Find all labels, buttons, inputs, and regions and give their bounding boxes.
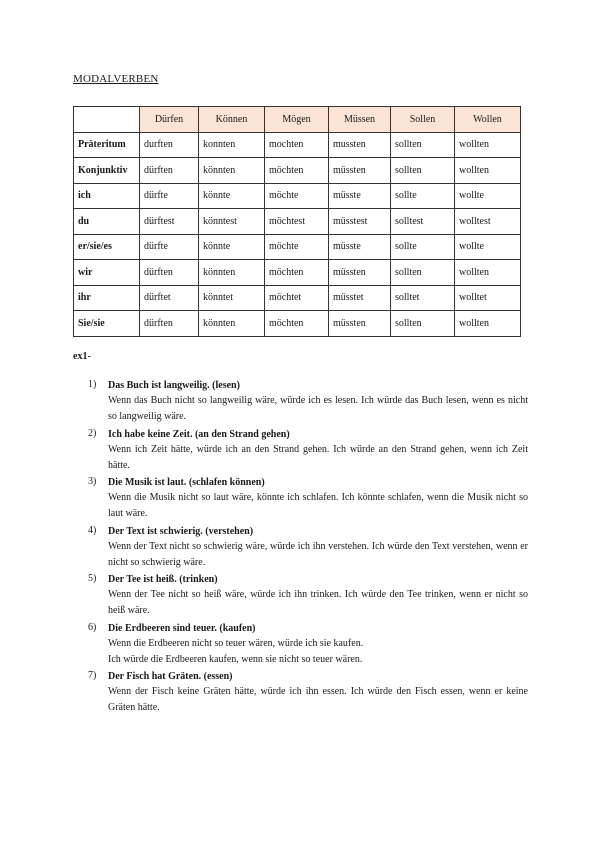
item-number: 5) (88, 573, 97, 584)
table-row (74, 158, 521, 184)
table-cell: wollten (455, 158, 521, 184)
item-answer: Wenn ich Zeit hätte, würde ich an den Strand gehen. Ich würde an den Strand gehen, wenn ich Zeit hätte. (108, 443, 528, 471)
table-cell: mussten (329, 132, 391, 158)
table-cell: sollten (391, 158, 455, 184)
item-number: 2) (88, 427, 97, 439)
table-cell: dürfte (140, 183, 199, 209)
item-answer: Wenn der Fisch keine Gräten hätte, würde ich ihn essen. Ich würde den Fisch essen, wenn er keine Gräten hätte. (108, 686, 528, 713)
table-cell: wollte (455, 183, 521, 209)
item-number: 4) (88, 524, 97, 536)
table-header-row (74, 107, 521, 133)
table-cell: möchtet (265, 285, 329, 311)
table-cell: dürftest (140, 209, 199, 235)
row-label: er/sie/es (74, 234, 140, 260)
table-cell: könnten (199, 260, 265, 286)
item-prompt: Der Tee ist heiß. (trinken) (108, 574, 218, 585)
table-cell: müssten (329, 158, 391, 184)
table-row (74, 311, 521, 337)
table-cell: dürften (140, 158, 199, 184)
table-cell: müsstet (329, 285, 391, 311)
table-cell: solltet (391, 285, 455, 311)
table-cell: wollten (455, 132, 521, 158)
table-row (74, 183, 521, 209)
header-cell-muessen: Müssen (329, 107, 391, 133)
item-answer: Wenn die Musik nicht so laut wäre, könnte ich schlafen. Ich könnte schlafen, wenn die Musik nicht so laut wäre. (108, 492, 528, 519)
item-number: 6) (88, 621, 97, 633)
item-prompt: Das Buch ist langweilig. (lesen) (108, 380, 240, 391)
row-label: ich (74, 183, 140, 209)
item-prompt: Der Fisch hat Gräten. (essen) (108, 671, 233, 682)
table-cell: könntest (199, 209, 265, 235)
table-cell: sollten (391, 311, 455, 337)
table-cell: könnten (199, 158, 265, 184)
item-number: 1) (88, 379, 97, 390)
table-cell: mochten (265, 132, 329, 158)
header-corner-cell (74, 107, 140, 133)
header-cell-koennen: Können (199, 107, 265, 133)
exercise-list (88, 379, 528, 719)
table-cell: könnten (199, 311, 265, 337)
table-cell: sollte (391, 234, 455, 260)
table-cell: konnten (199, 132, 265, 158)
item-answer: Wenn der Tee nicht so heiß wäre, würde ich ihn trinken. Ich würde den Tee trinken, wenn er nicht so heiß wäre. (108, 589, 528, 616)
table-cell: dürften (140, 260, 199, 286)
row-label: Präteritum (74, 132, 140, 158)
table-cell: wollten (455, 260, 521, 286)
item-answer: Ich würde die Erdbeeren kaufen, wenn sie nicht so teuer wären. (108, 653, 363, 665)
header-cell-moegen: Mögen (265, 107, 329, 133)
table-cell: könntet (199, 285, 265, 311)
item-prompt: Der Text ist schwierig. (verstehen) (108, 525, 254, 537)
item-number: 3) (88, 476, 97, 487)
table-cell: dürften (140, 311, 199, 337)
table-cell: wollte (455, 234, 521, 260)
header-cell-sollen: Sollen (391, 107, 455, 133)
row-label: wir (74, 260, 140, 286)
table-cell: müsste (329, 234, 391, 260)
table-cell: könnte (199, 183, 265, 209)
table-row (74, 260, 521, 286)
exercise-item (88, 525, 528, 571)
table-cell: dürftet (140, 285, 199, 311)
exercise-item (88, 379, 528, 425)
table-cell: sollten (391, 132, 455, 158)
table-cell: solltest (391, 209, 455, 235)
header-cell-duerfen: Dürfen (140, 107, 199, 133)
table-row (74, 234, 521, 260)
table-cell: müsstest (329, 209, 391, 235)
table-row (74, 285, 521, 311)
document-title: MODALVERBEN (73, 73, 159, 85)
table-cell: möchten (265, 260, 329, 286)
modal-verbs-table (73, 106, 521, 337)
table-cell: dürfte (140, 234, 199, 260)
table-cell: wolltest (455, 209, 521, 235)
row-label: du (74, 209, 140, 235)
table-cell: möchtest (265, 209, 329, 235)
table-cell: könnte (199, 234, 265, 260)
exercise-item (88, 670, 528, 716)
row-label: Konjunktiv (74, 158, 140, 184)
row-label: ihr (74, 285, 140, 311)
item-prompt: Ich habe keine Zeit. (an den Strand gehen) (108, 428, 290, 440)
exercise-item (88, 476, 528, 522)
item-prompt: Die Erdbeeren sind teuer. (kaufen) (108, 622, 256, 634)
table-cell: wollten (455, 311, 521, 337)
table-cell: möchten (265, 158, 329, 184)
item-number: 7) (88, 670, 97, 681)
table-row (74, 209, 521, 235)
item-prompt: Die Musik ist laut. (schlafen können) (108, 477, 265, 488)
table-cell: müssten (329, 260, 391, 286)
item-answer: Wenn das Buch nicht so langweilig wäre, würde ich es lesen. Ich würde das Buch lesen, wenn es nicht so langweilig wäre. (108, 395, 528, 422)
table-cell: möchte (265, 234, 329, 260)
item-answer: Wenn die Erdbeeren nicht so teuer wären, würde ich sie kaufen. (108, 637, 364, 649)
table-cell: müssten (329, 311, 391, 337)
table-cell: müsste (329, 183, 391, 209)
table-cell: sollte (391, 183, 455, 209)
exercise-item (88, 622, 528, 668)
item-answer: Wenn der Text nicht so schwierig wäre, würde ich ihn verstehen. Ich würde den Text verstehen, wenn er nicht so schwierig wäre. (108, 540, 528, 568)
table-cell: durften (140, 132, 199, 158)
table-cell: möchten (265, 311, 329, 337)
table-cell: wolltet (455, 285, 521, 311)
table-cell: möchte (265, 183, 329, 209)
row-label: Sie/sie (74, 311, 140, 337)
table-cell: sollten (391, 260, 455, 286)
header-cell-wollen: Wollen (455, 107, 521, 133)
exercise-item (88, 573, 528, 619)
table-row (74, 132, 521, 158)
exercise-item (88, 428, 528, 474)
exercise-label: ex1- (73, 351, 91, 362)
